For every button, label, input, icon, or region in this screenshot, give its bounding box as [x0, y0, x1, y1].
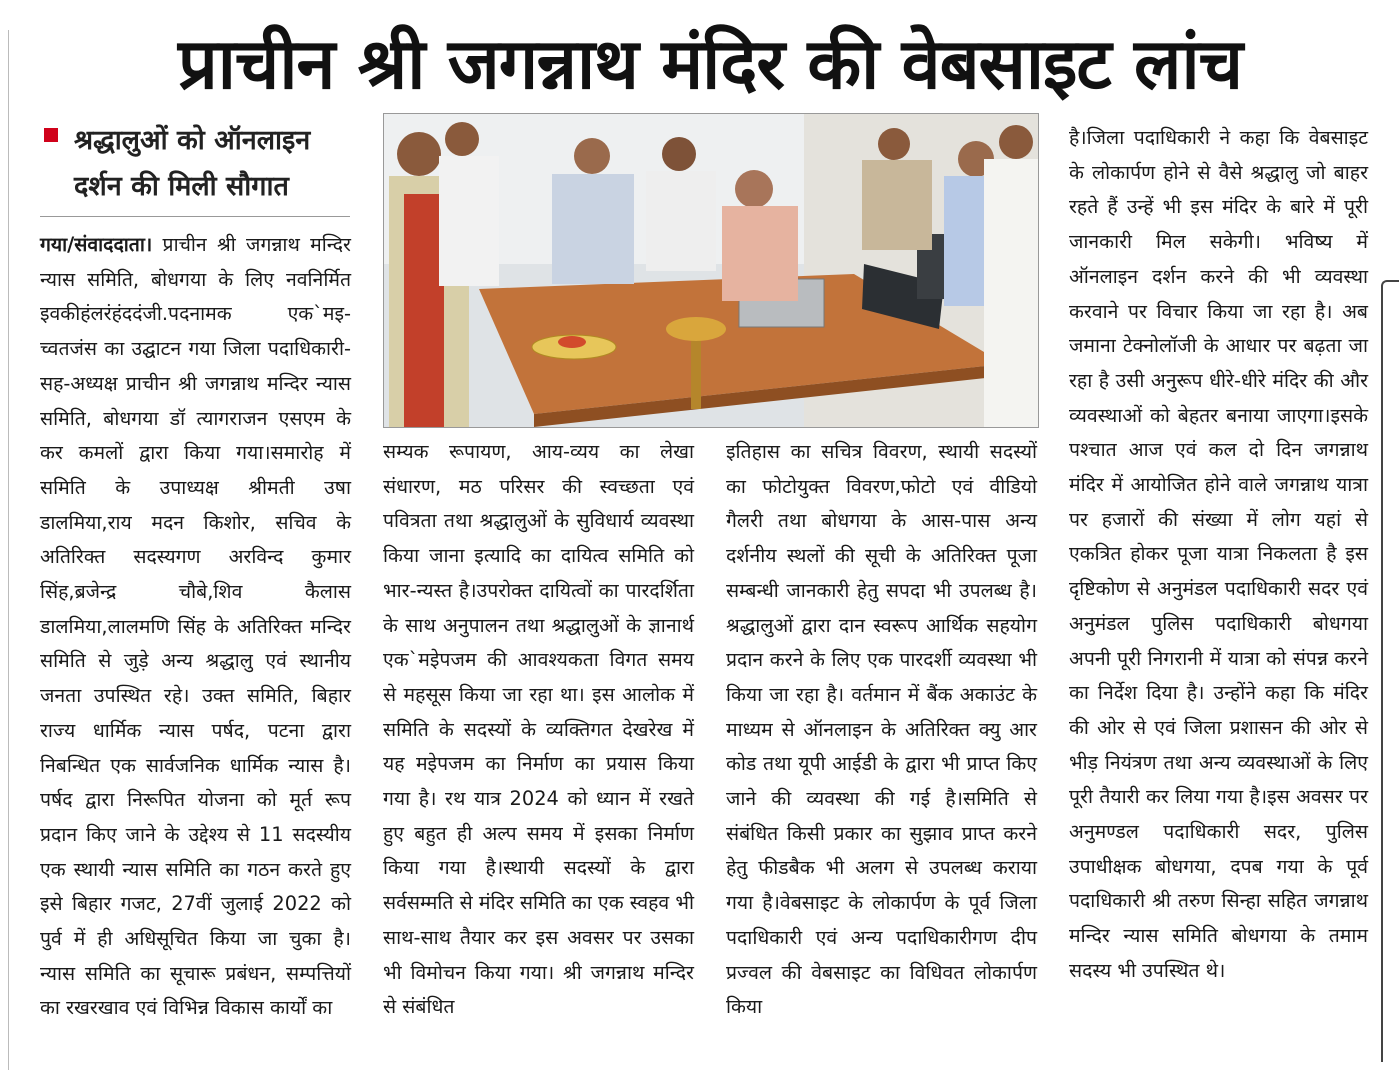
- column-3-text: इतिहास का सचित्र विवरण, स्थायी सदस्यों का फोटोयुक्त विवरण,फोटो एवं वीडियो गैलरी तथा बोधगया के आस-पास अन्य दर्शनीय स्थलों की सूची के अतिरिक्त पूजा सम्बन्धी जानकारी हेतु सपदा भी उपलब्ध है।श्रद्धालुओं द्वारा दान स्वरूप आर्थिक सहयोग प्रदान करने के लिए एक पारदर्शी व्यवस्था भी किया जा रहा है। वर्तमान में बैंक अकाउंट के माध्यम से ऑनलाइन के अतिरिक्त क्यु आर कोड तथा यूपी आईडी के द्वारा भी प्राप्त किए जाने की व्यवस्था की गई है।समिति से संबंधित किसी प्रकार का सुझाव प्राप्त करने हेतु फीडबैक भी अलग से उपलब्ध कराया गया है।वेबसाइट के लोकार्पण के पूर्व जिला पदाधिकारी एवं अन्य पदाधिकारीगण दीप प्रज्वल की वेबसाइट का विधिवत लोकार्पण किया: [726, 440, 1037, 1019]
- article-column-3: [726, 435, 1037, 1025]
- dateline: गया/संवाददाता।: [40, 233, 153, 256]
- column-4-text: है।जिला पदाधिकारी ने कहा कि वेबसाइट के लोकार्पण होने से वैसे श्रद्धालु जो बाहर रहते हैं उन्हें भी इस मंदिर के बारे में पूरी जानकारी मिल सकेगी। भविष्य में ऑनलाइन दर्शन करने की भी व्यवस्था करवाने पर विचार किया जा रहा है। अब जमाना टेक्नोलॉजी के आधार पर बढ़ता जा रहा है उसी अनुरूप धीरे-धीरे मंदिर की और व्यवस्थाओं को बेहतर बनाया जाएगा।इसके पश्चात आज एवं कल दो दिन जगन्नाथ मंदिर में आयोजित होने वाले जगन्नाथ यात्रा पर हजारों की संख्या में लोग यहां से एकत्रित होकर पूजा यात्रा निकलता है इस दृष्टिकोण से अनुमंडल पदाधिकारी सदर एवं अनुमंडल पुलिस पदाधिकारी बोधगया अपनी पूरी निगरानी में यात्रा को संपन्न करने का निर्देश दिया है। उन्होंने कहा कि मंदिर की ओर से एवं जिला प्रशासन की ओर से भीड़ नियंत्रण तथा अन्य व्यवस्थाओं के लिए पूरी तैयारी कर लिया गया है।इस अवसर पर अनुमण्डल पदाधिकारी सदर, पुलिस उपाधीक्षक बोधगया, दपब गया के पूर्व पदाधिकारी श्री तरुण सिन्हा सहित जगन्नाथ मन्दिर न्यास समिति बोधगया के तमाम सदस्य भी उपस्थित थे।: [1069, 126, 1368, 982]
- event-photo: [383, 113, 1039, 428]
- article-column-2: [383, 435, 694, 1025]
- subheadline-divider: [40, 216, 350, 217]
- subheadline-line-2: दर्शन की मिली सौगात: [74, 171, 289, 202]
- column-2-text: सम्यक रूपायण, आय-व्यय का लेखा संधारण, मठ परिसर की स्वच्छता एवं पवित्रता तथा श्रद्धालुओं के सुविधार्य व्यवस्था किया जाना इत्यादि का दायित्व समिति को भार-न्यस्त है।उपरोक्त दायित्वों का पारदर्शिता के साथ अनुपालन तथा श्रद्धालुओं के ज्ञानार्थ एक`मइेपजम की आवश्यकता विगत समय से महसूस किया जा रहा था। इस आलोक में समिति के सदस्यों के व्यक्तिगत देखरेख में यह मइेपजम का निर्माण का प्रयास किया गया है। रथ यात्र 2024 को ध्यान में रखते हुए बहुत ही अल्प समय में इसका निर्माण किया गया है।स्थायी सदस्यों के द्वारा सर्वसम्मति से मंदिर समिति का एक स्वहव भी साथ-साथ तैयार कर इस अवसर पर उसका भी विमोचन किया गया। श्री जगन्नाथ मन्दिर से संबंधित: [383, 440, 694, 1019]
- subheadline: [44, 118, 349, 210]
- column-1-text: प्राचीन श्री जगन्नाथ मन्दिर न्यास समिति, बोधगया के लिए नवनिर्मित इवकीहंलरंहंददंजी.पदनामक एक`मइ-च्वतजंस का उद्घाटन गया जिला पदाधिकारी-सह-अध्यक्ष प्राचीन श्री जगन्नाथ मन्दिर न्यास समिति, बोधगया डॉ त्यागराजन एसएम के कर कमलों द्वारा किया गया।समारोह में समिति के उपाध्यक्ष श्रीमती उषा डालमिया,राय मदन किशोर, सचिव के अतिरिक्त सदस्यगण अरविन्द कुमार सिंह,ब्रजेन्द्र चौबे,शिव कैलास डालमिया,लालमणि सिंह के अतिरिक्त मन्दिर समिति से जुड़े अन्य श्रद्धालु एवं स्थानीय जनता उपस्थित रहे। उक्त समिति, बिहार राज्य धार्मिक न्यास पर्षद, पटना द्वारा निबन्धित एक सार्वजनिक धार्मिक न्यास है।पर्षद द्वारा निरूपित योजना को मूर्त रूप प्रदान किए जाने के उद्देश्य से 11 सदस्यीय एक स्थायी न्यास समिति का गठन करते हुए इसे बिहार गजट, 27वीं जुलाई 2022 को पुर्व में ही अधिसूचित किया जा चुका है। न्यास समिति का सूचारू प्रबंधन, सम्पत्तियों का रखरखाव एवं विभिन्न विकास कार्यों का: [40, 233, 351, 1020]
- article-column-4: [1069, 121, 1368, 989]
- article-column-1: [40, 228, 351, 1026]
- red-square-bullet-icon: [44, 128, 58, 142]
- page-edge-left: [0, 30, 9, 1070]
- subheadline-line-1: श्रद्धालुओं को ऑनलाइन: [74, 125, 311, 156]
- headline: प्राचीन श्री जगन्नाथ मंदिर की वेबसाइट लांच: [177, 23, 1243, 105]
- page-edge-right: [1381, 280, 1399, 1062]
